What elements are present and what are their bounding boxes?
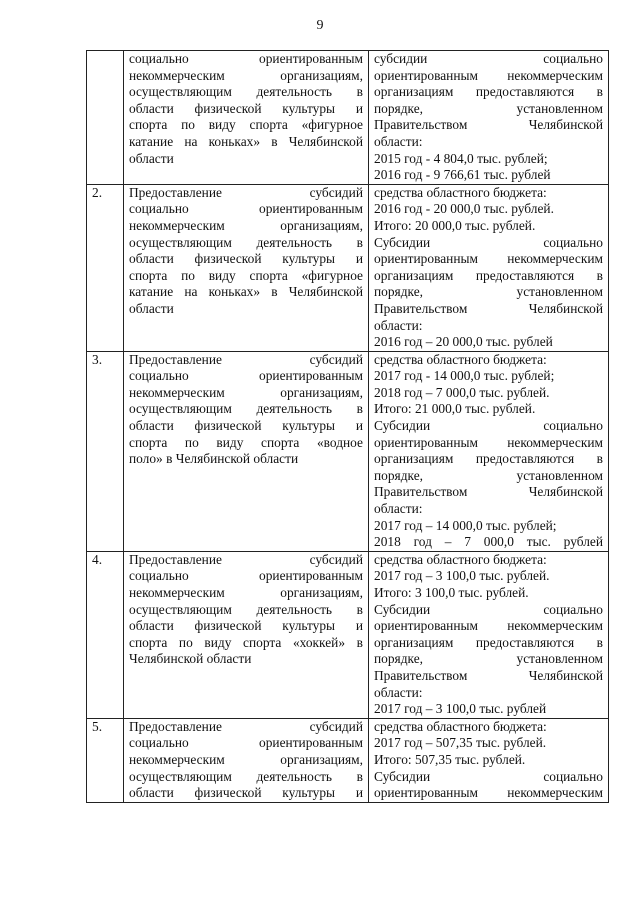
text-line: Итого: 20 000,0 тыс. рублей. bbox=[374, 217, 536, 233]
text-line: порядке, установленном bbox=[374, 284, 603, 300]
text-line: области: bbox=[374, 317, 423, 333]
text-line: Правительством Челябинской bbox=[374, 484, 603, 500]
text-line: организациям предоставляются в bbox=[374, 84, 603, 100]
text-line: Предоставление субсидий bbox=[129, 351, 363, 367]
table-row bbox=[87, 184, 609, 351]
funding-source bbox=[369, 718, 609, 802]
measure-description bbox=[124, 51, 369, 185]
row-number: 5. bbox=[87, 718, 124, 802]
text-line: ориентированным некоммерческим bbox=[374, 434, 603, 450]
text-line: Челябинской области bbox=[129, 651, 252, 667]
text-line: области физической культуры и bbox=[129, 785, 363, 801]
text-line: порядке, установленном bbox=[374, 100, 603, 116]
measure-description bbox=[124, 551, 369, 718]
text-line: ориентированным некоммерческим bbox=[374, 251, 603, 267]
funding-source bbox=[369, 184, 609, 351]
measure-description bbox=[124, 718, 369, 802]
text-line: Правительством Челябинской bbox=[374, 117, 603, 133]
text-line: социально ориентированным bbox=[129, 368, 363, 384]
text-line: порядке, установленном bbox=[374, 467, 603, 483]
text-line: 2017 год – 14 000,0 тыс. рублей; bbox=[374, 517, 557, 533]
text-line: некоммерческим организациям, bbox=[129, 67, 363, 83]
text-line: средства областного бюджета: bbox=[374, 718, 547, 734]
page-number: 9 bbox=[316, 18, 324, 33]
text-line: области физической культуры и bbox=[129, 418, 363, 434]
measures-table-body bbox=[87, 51, 609, 803]
text-line: области физической культуры и bbox=[129, 251, 363, 267]
measure-description bbox=[124, 184, 369, 351]
text-line: спорта по виду спорта «фигурное bbox=[129, 267, 363, 283]
table-row bbox=[87, 718, 609, 802]
text-line: организациям предоставляются в bbox=[374, 267, 603, 283]
text-line: 2018 год – 7 000,0 тыс. рублей. bbox=[374, 384, 550, 400]
text-line: Субсидии социально bbox=[374, 234, 603, 250]
text-line: Предоставление субсидий bbox=[129, 718, 363, 734]
text-line: некоммерческим организациям, bbox=[129, 585, 363, 600]
text-line: осуществляющим деятельность в bbox=[129, 234, 363, 250]
text-line: организациям предоставляются в bbox=[374, 451, 603, 467]
text-line: Предоставление субсидий bbox=[129, 551, 363, 567]
text-line: области физической культуры и bbox=[129, 618, 363, 634]
text-line: ориентированным некоммерческим bbox=[374, 785, 603, 801]
text-line: Итого: 3 100,0 тыс. рублей. bbox=[374, 585, 529, 600]
text-line: 2017 год – 507,35 тыс. рублей. bbox=[374, 735, 547, 751]
text-line: осуществляющим деятельность в bbox=[129, 84, 363, 100]
table-row bbox=[87, 551, 609, 718]
row-number bbox=[87, 51, 124, 185]
text-line: спорта по виду спорта «фигурное bbox=[129, 117, 363, 133]
text-line: 2018 год – 7 000,0 тыс. рублей bbox=[374, 534, 603, 550]
text-line: 2016 год – 20 000,0 тыс. рублей bbox=[374, 334, 553, 350]
funding-source bbox=[369, 551, 609, 718]
text-line: Правительством Челябинской bbox=[374, 667, 603, 683]
row-number: 4. bbox=[87, 551, 124, 718]
text-line: средства областного бюджета: bbox=[374, 184, 547, 200]
text-line: осуществляющим деятельность в bbox=[129, 401, 363, 417]
text-line: субсидии социально bbox=[374, 51, 603, 66]
text-line: социально ориентированным bbox=[129, 51, 363, 66]
text-line: осуществляющим деятельность в bbox=[129, 601, 363, 617]
text-line: 2016 год - 9 766,61 тыс. рублей bbox=[374, 167, 551, 183]
text-line: ориентированным некоммерческим bbox=[374, 618, 603, 634]
text-line: ориентированным некоммерческим bbox=[374, 67, 603, 83]
text-line: Итого: 507,35 тыс. рублей. bbox=[374, 751, 526, 767]
text-line: 2017 год – 3 100,0 тыс. рублей. bbox=[374, 568, 550, 584]
text-line: порядке, установленном bbox=[374, 651, 603, 667]
funding-source bbox=[369, 51, 609, 185]
row-number: 3. bbox=[87, 351, 124, 551]
text-line: области: bbox=[374, 133, 423, 149]
text-line: осуществляющим деятельность в bbox=[129, 768, 363, 784]
text-line: катание на коньках» в Челябинской bbox=[129, 133, 363, 149]
text-line: Субсидии социально bbox=[374, 768, 603, 784]
table-row bbox=[87, 351, 609, 551]
text-line: 2015 год - 4 804,0 тыс. рублей; bbox=[374, 150, 548, 166]
row-number: 2. bbox=[87, 184, 124, 351]
text-line: Предоставление субсидий bbox=[129, 184, 363, 200]
text-line: Субсидии социально bbox=[374, 601, 603, 617]
text-line: области физической культуры и bbox=[129, 100, 363, 116]
measure-description bbox=[124, 351, 369, 551]
text-line: средства областного бюджета: bbox=[374, 351, 547, 367]
text-line: социально ориентированным bbox=[129, 568, 363, 584]
text-line: 2016 год - 20 000,0 тыс. рублей. bbox=[374, 201, 554, 217]
text-line: некоммерческим организациям, bbox=[129, 384, 363, 400]
text-line: Правительством Челябинской bbox=[374, 300, 603, 316]
text-line: катание на коньках» в Челябинской bbox=[129, 284, 363, 300]
text-line: спорта по виду спорта «водное bbox=[129, 434, 363, 450]
text-line: Итого: 21 000,0 тыс. рублей. bbox=[374, 401, 536, 417]
text-line: области bbox=[129, 300, 174, 316]
text-line: 2017 год - 14 000,0 тыс. рублей; bbox=[374, 368, 555, 384]
text-line: 2017 год – 3 100,0 тыс. рублей bbox=[374, 701, 547, 717]
measures-table bbox=[86, 50, 609, 803]
text-line: области: bbox=[374, 501, 423, 517]
table-row bbox=[87, 51, 609, 185]
text-line: области bbox=[129, 150, 174, 166]
text-line: области: bbox=[374, 684, 423, 700]
funding-source bbox=[369, 351, 609, 551]
text-line: социально ориентированным bbox=[129, 735, 363, 751]
text-line: средства областного бюджета: bbox=[374, 551, 547, 567]
text-line: социально ориентированным bbox=[129, 201, 363, 217]
text-line: поло» в Челябинской области bbox=[129, 451, 299, 467]
text-line: спорта по виду спорта «хоккей» в bbox=[129, 634, 363, 650]
text-line: некоммерческим организациям, bbox=[129, 217, 363, 233]
text-line: организациям предоставляются в bbox=[374, 634, 603, 650]
text-line: некоммерческим организациям, bbox=[129, 751, 363, 767]
text-line: Субсидии социально bbox=[374, 418, 603, 434]
